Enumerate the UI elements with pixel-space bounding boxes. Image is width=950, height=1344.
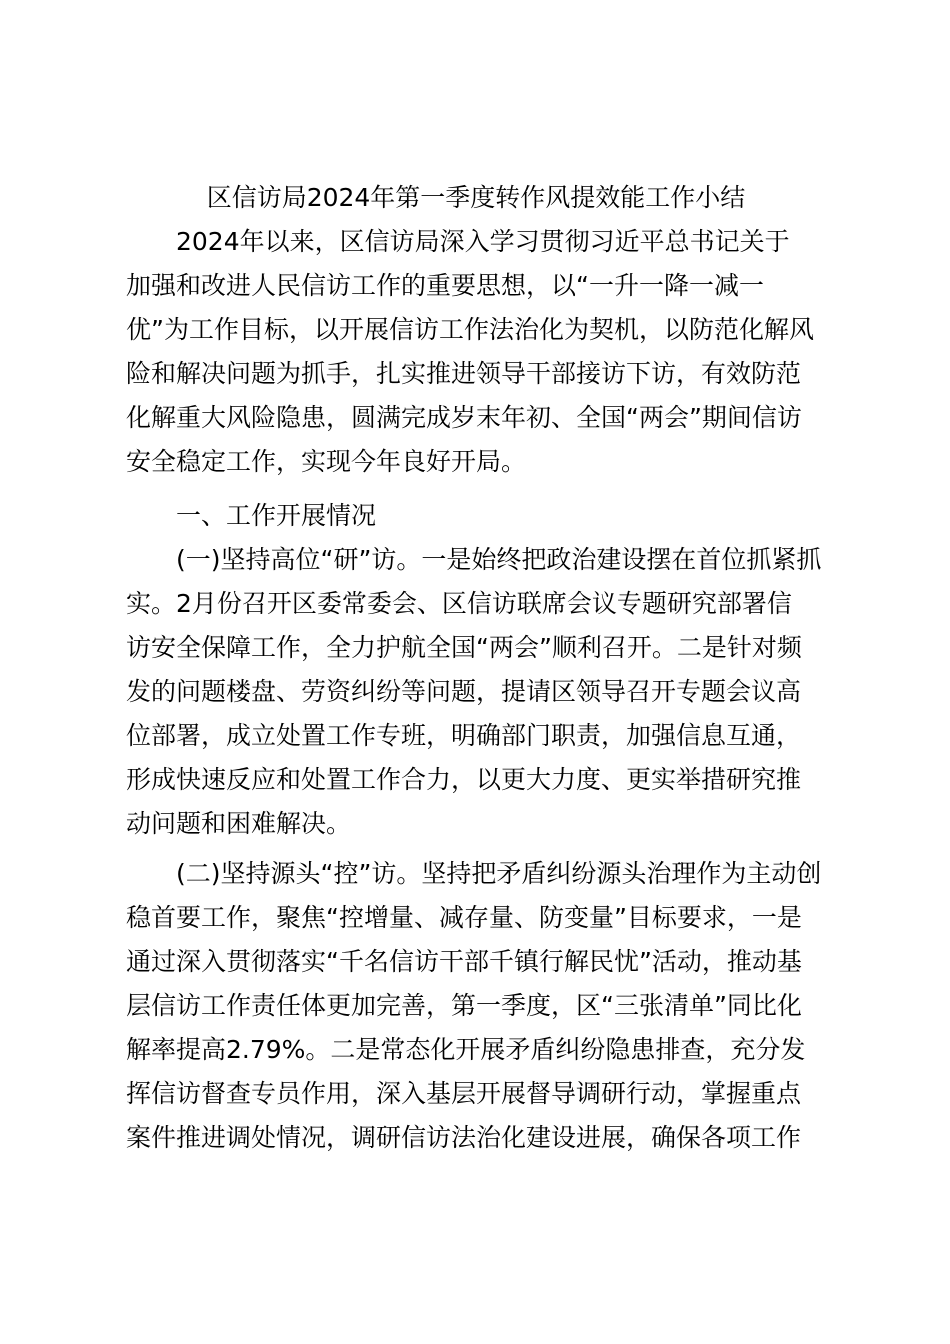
paragraph-1-line-6: 安全稳定工作，实现今年良好开局。	[126, 447, 527, 476]
paragraph-2-line-3: 访安全保障工作，全力护航全国“两会”顺利召开。二是针对频	[126, 633, 802, 662]
paragraph-1-line-2: 加强和改进人民信访工作的重要思想，以“一升一降一减一	[126, 271, 764, 300]
document-title: 区信访局2024年第一季度转作风提效能工作小结	[206, 183, 746, 212]
paragraph-1-line-4: 险和解决问题为抓手，扎实推进领导干部接访下访，有效防范	[126, 359, 802, 388]
paragraph-3-line-7: 案件推进调处情况，调研信访法治化建设进展，确保各项工作	[126, 1123, 802, 1152]
paragraph-3-line-6: 挥信访督查专员作用，深入基层开展督导调研行动，掌握重点	[126, 1079, 802, 1108]
paragraph-1-line-3: 优”为工作目标，以开展信访工作法治化为契机，以防范化解风	[126, 315, 814, 344]
paragraph-3-line-1: (二)坚持源头“控”访。坚持把矛盾纠纷源头治理作为主动创	[176, 859, 822, 888]
paragraph-1-line-1: 2024年以来，区信访局深入学习贯彻习近平总书记关于	[176, 227, 790, 256]
paragraph-2-line-5: 位部署，成立处置工作专班，明确部门职责，加强信息互通，	[126, 721, 802, 750]
paragraph-2-line-4: 发的问题楼盘、劳资纠纷等问题，提请区领导召开专题会议高	[126, 677, 802, 706]
paragraph-3-line-3: 通过深入贯彻落实“千名信访干部千镇行解民忧”活动，推动基	[126, 947, 802, 976]
paragraph-1-line-5: 化解重大风险隐患，圆满完成岁末年初、全国“两会”期间信访	[126, 403, 802, 432]
paragraph-2-line-1: (一)坚持高位“研”访。一是始终把政治建设摆在首位抓紧抓	[176, 545, 822, 574]
paragraph-3-line-4: 层信访工作责任体更加完善，第一季度，区“三张清单”同比化	[126, 991, 802, 1020]
section-heading-1: 一、工作开展情况	[176, 501, 377, 530]
paragraph-3-line-5: 解率提高2.79%。二是常态化开展矛盾纠纷隐患排查，充分发	[126, 1035, 806, 1064]
paragraph-3-line-2: 稳首要工作，聚焦“控增量、减存量、防变量”目标要求，一是	[126, 903, 802, 932]
paragraph-2-line-6: 形成快速反应和处置工作合力，以更大力度、更实举措研究推	[126, 765, 802, 794]
paragraph-2-line-2: 实。2月份召开区委常委会、区信访联席会议专题研究部署信	[126, 589, 792, 618]
paragraph-2-line-7: 动问题和困难解决。	[126, 809, 352, 838]
